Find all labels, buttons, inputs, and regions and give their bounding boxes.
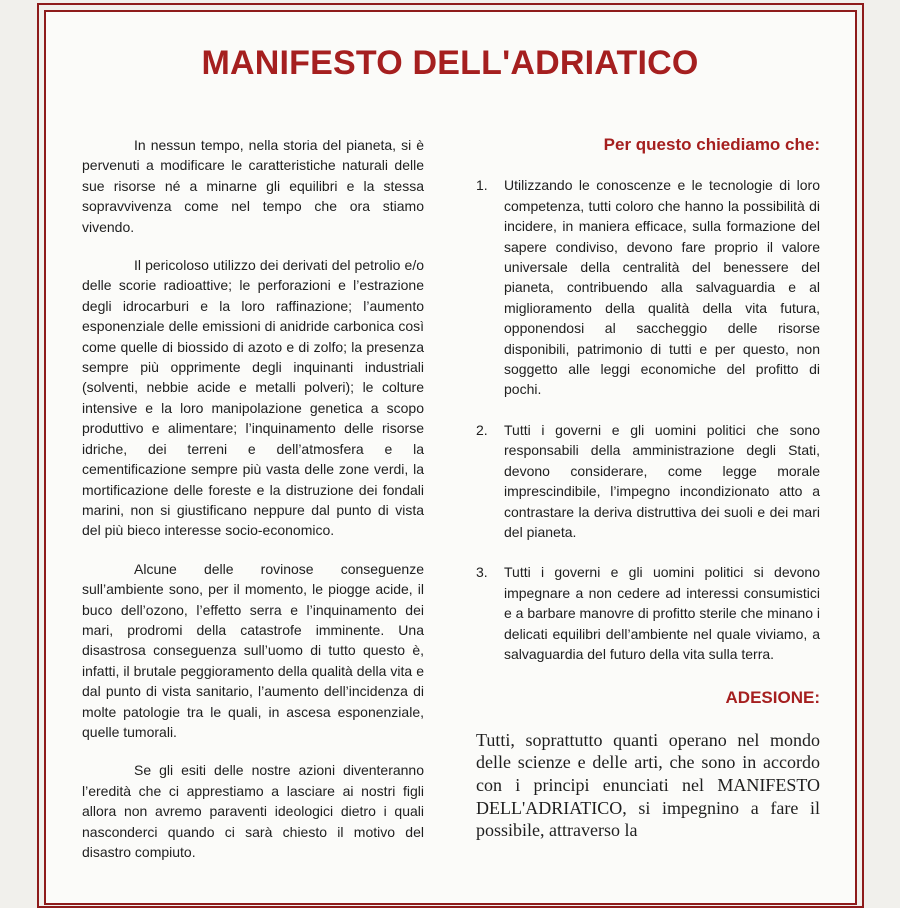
demand-item [476,562,820,664]
paragraph-1: In nessun tempo, nella storia del pianeta, si è pervenuti a modificare le caratteristiche naturali delle sue risorse né a minarne gli equilibri e la stessa sopravvivenza come nel tempo che ora stiamo vivendo. [82,137,424,235]
demand-number: 1. [476,177,488,194]
demands-list [476,175,820,664]
paragraph-2: Il pericoloso utilizzo dei derivati del petrolio e/o delle scorie radioattive; le perforazioni e l’estrazione degli idrocarburi e la loro raffinazione; l’aumento esponenziale delle emissioni di anidride carbonica così come quelle di biossido di azoto e di zolfo; la presenza sempre più opprimente degli inquinanti industriali (solventi, nebbie acide e metalli polveri); le colture intensive e la loro manipolazione genetica a scopo produttivo e alimentare; l’inquinamento delle risorse idriche, dei terreni e dell’atmosfera e la cementificazione sempre più vasta delle zone verdi, la mortificazione delle foreste e la distruzione dei fondali marini, non si giustificano neppure dal punto di vista del più bieco interesse socio-economico. [82,257,424,539]
paragraph-4: Se gli esiti delle nostre azioni diventeranno l’eredità che ci apprestiamo a lasciare ai nostri figli allora non avremo paraventi ideologici dietro i quali nasconderci quando ci sarà chiesto il motivo del disastro compiuto. [82,762,424,860]
demand-text: Tutti i governi e gli uomini politici si devono impegnare a non cedere ad interessi consumistici e a barbare manovre di profitto sterile che minano i delicati equilibri dell’ambiente nel quale viviamo, a salvaguardia del futuro della vita sulla terra. [504,564,820,662]
demand-text: Utilizzando le conoscenze e le tecnologie di loro competenza, tutti coloro che hanno la possibilità di incidere, in maniera efficace, sulla formazione del sapere condiviso, devono fare proprio il valore universale della centralità del benessere del pianeta, contribuendo alla salvaguardia e al miglioramento della qualità della vita futura, opponendosi al saccheggio delle risorse disponibili, patrimonio di tutti e per questo, non soggetto alle leggi economiche del profitto di pochi. [504,177,820,398]
demand-number: 3. [476,564,488,581]
demand-item [476,175,820,399]
adesione-text: Tutti, soprattutto quanti operano nel mondo delle scienze e delle arti, che sono in accordo con i principi enunciati nel MANIFESTO DELL'ADRIATICO, si impegnino a fare il possibile, attraverso la [476,729,820,841]
paragraph-3: Alcune delle rovinose conseguenze sull’ambiente sono, per il momento, le piogge acide, il buco dell’ozono, l’effetto serra e l’inquinamento dei mari, prodromi della catastrofe imminente. Una disastrosa conseguenza sull’uomo di tutto questo è, infatti, il brutale peggioramento della qualità della vita e dal punto di vista sanitario, l’aumento dell’incidenza di molte patologie tra le quali, in ascesa esponenziale, quelle tumorali. [82,560,424,740]
demand-text: Tutti i governi e gli uomini politici che sono responsabili della amministrazione degli Stati, devono considerare, come legge morale imprescindibile, l’impegno incondizionato atto a contrastare la deriva distruttiva dei suoli e dei mari del pianeta. [504,421,820,540]
document-title: MANIFESTO DELL'ADRIATICO [201,44,699,82]
demands-heading: Per questo chiediamo che: [603,135,820,154]
demand-item [476,420,820,542]
adesione-heading: ADESIONE: [725,688,820,708]
left-column [82,135,424,880]
right-column [476,135,820,842]
demand-number: 2. [476,421,488,438]
